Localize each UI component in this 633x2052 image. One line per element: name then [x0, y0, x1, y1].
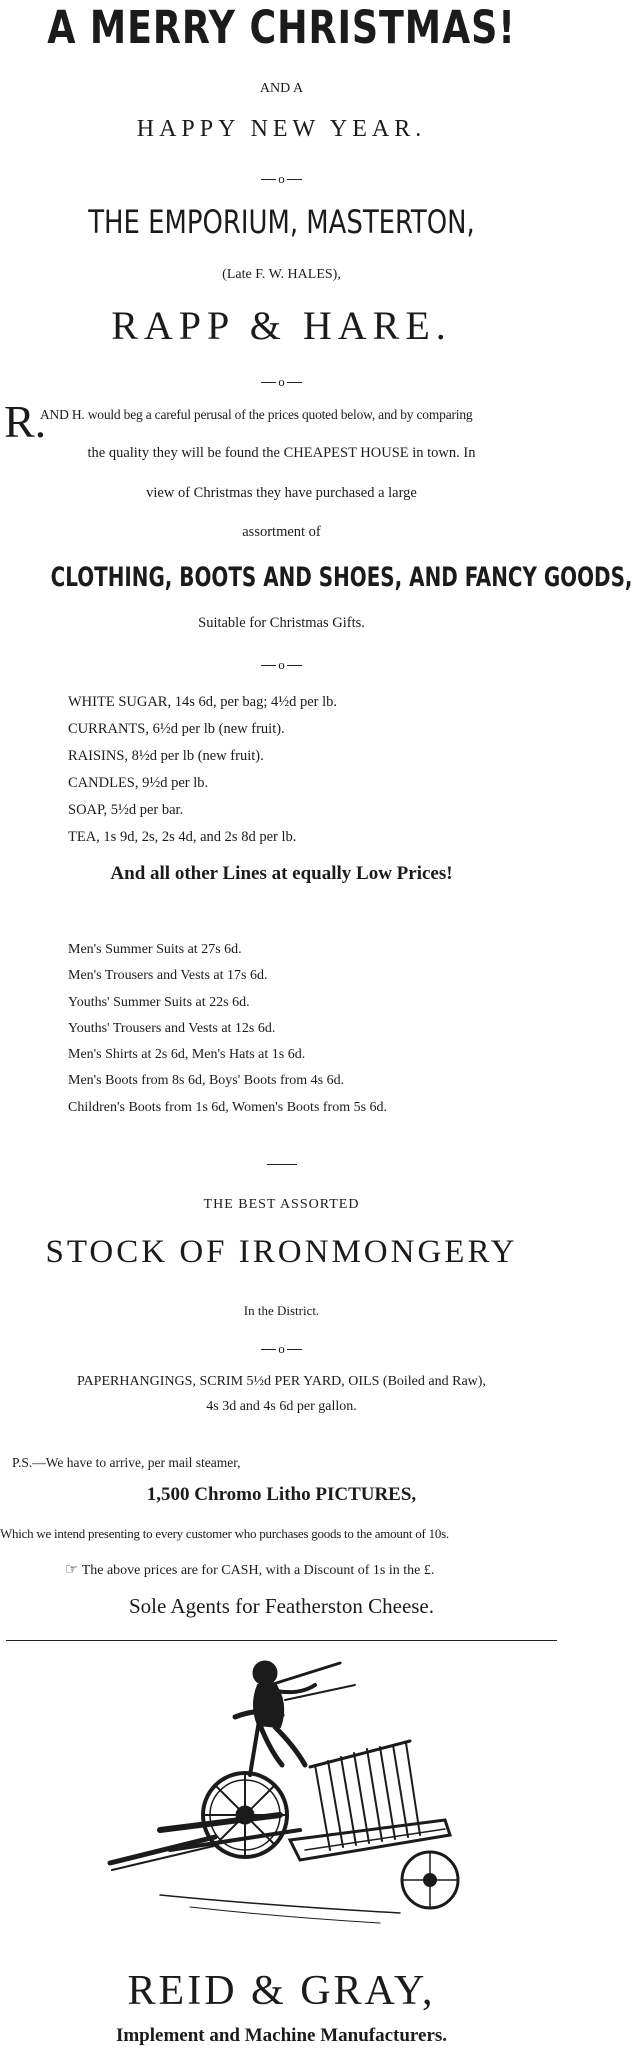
clothing-item: Children's Boots from 1s 6d, Women's Boots from 5s 6d.	[68, 1099, 388, 1115]
late-owner: (Late F. W. HALES),	[222, 267, 341, 282]
pictures-line: 1,500 Chromo Litho PICTURES,	[146, 1484, 417, 1505]
goods-subheading: Suitable for Christmas Gifts.	[198, 615, 365, 631]
proprietors: RAPP & HARE.	[111, 303, 452, 348]
grocery-item: CURRANTS, 6½d per lb (new fruit).	[68, 721, 285, 737]
low-prices-line: And all other Lines at equally Low Prices!	[110, 863, 453, 884]
agents-line: Sole Agents for Featherston Cheese.	[128, 1594, 435, 1618]
store-name: THE EMPORIUM, MASTERTON,	[88, 203, 475, 241]
paperhangings-line-1: PAPERHANGINGS, SCRIM 5½d PER YARD, OILS (Boiled and Raw),	[77, 1374, 486, 1389]
clothing-item: Men's Trousers and Vests at 17s 6d.	[68, 968, 268, 984]
separator: o	[0, 656, 563, 672]
headline: A MERRY CHRISTMAS!	[47, 1, 516, 54]
present-line: Which we intend presenting to every customer who purchases goods to the amount of 10s.	[0, 1526, 449, 1541]
drop-cap: R.	[4, 396, 47, 447]
best-assorted: THE BEST ASSORTED	[203, 1197, 360, 1212]
cash-line-wrap	[65, 1560, 434, 1580]
firm-name: REID & GRAY,	[127, 1968, 436, 2014]
ironmongery-heading: STOCK OF IRONMONGERY	[45, 1234, 518, 1270]
new-year-line: HAPPY NEW YEAR.	[136, 116, 427, 142]
firm-tagline: Implement and Machine Manufacturers.	[115, 2025, 448, 2046]
separator: o	[0, 1340, 563, 1356]
grocery-item: RAISINS, 8½d per lb (new fruit).	[68, 748, 264, 764]
cash-line: The above prices are for CASH, with a Discount of 1s in the £.	[81, 1563, 435, 1578]
separator: o	[0, 170, 563, 186]
paperhangings-line-2: 4s 3d and 4s 6d per gallon.	[206, 1399, 357, 1414]
grocery-item: CANDLES, 9½d per lb.	[68, 775, 209, 791]
advert-divider	[6, 1640, 557, 1641]
district-line: In the District.	[243, 1303, 320, 1318]
grocery-item: TEA, 1s 9d, 2s, 2s 4d, and 2s 8d per lb.	[68, 829, 297, 845]
reaper-harvester-engraving	[100, 1655, 465, 1945]
clothing-price-list	[68, 937, 387, 1121]
clothing-item: Men's Summer Suits at 27s 6d.	[68, 942, 242, 957]
ps-line: P.S.—We have to arrive, per mail steamer,	[12, 1455, 241, 1470]
intro-line-1: AND H. would beg a careful perusal of the prices quoted below, and by comparing	[40, 407, 473, 422]
clothing-item: Men's Shirts at 2s 6d, Men's Hats at 1s 6d.	[68, 1047, 306, 1063]
goods-heading: CLOTHING, BOOTS AND SHOES, AND FANCY GOODS,	[50, 562, 633, 593]
clothing-item: Youths' Summer Suits at 22s 6d.	[68, 994, 250, 1010]
intro-line-4: assortment of	[242, 524, 321, 540]
short-rule	[267, 1164, 297, 1165]
grocery-item: WHITE SUGAR, 14s 6d, per bag; 4½d per lb.	[68, 694, 338, 710]
grocery-item: SOAP, 5½d per bar.	[68, 802, 184, 818]
pointing-hand-icon: ☞	[65, 1560, 79, 1578]
clothing-item: Men's Boots from 8s 6d, Boys' Boots from 4s 6d.	[68, 1073, 345, 1089]
intro-line-3: view of Christmas they have purchased a large	[146, 485, 417, 501]
clothing-item: Youths' Trousers and Vests at 12s 6d.	[68, 1020, 276, 1036]
intro-line-2: the quality they will be found the CHEAPEST HOUSE in town. In	[87, 445, 476, 461]
and-a: AND A	[259, 81, 304, 96]
grocery-price-list	[68, 689, 337, 851]
separator: o	[0, 373, 563, 389]
